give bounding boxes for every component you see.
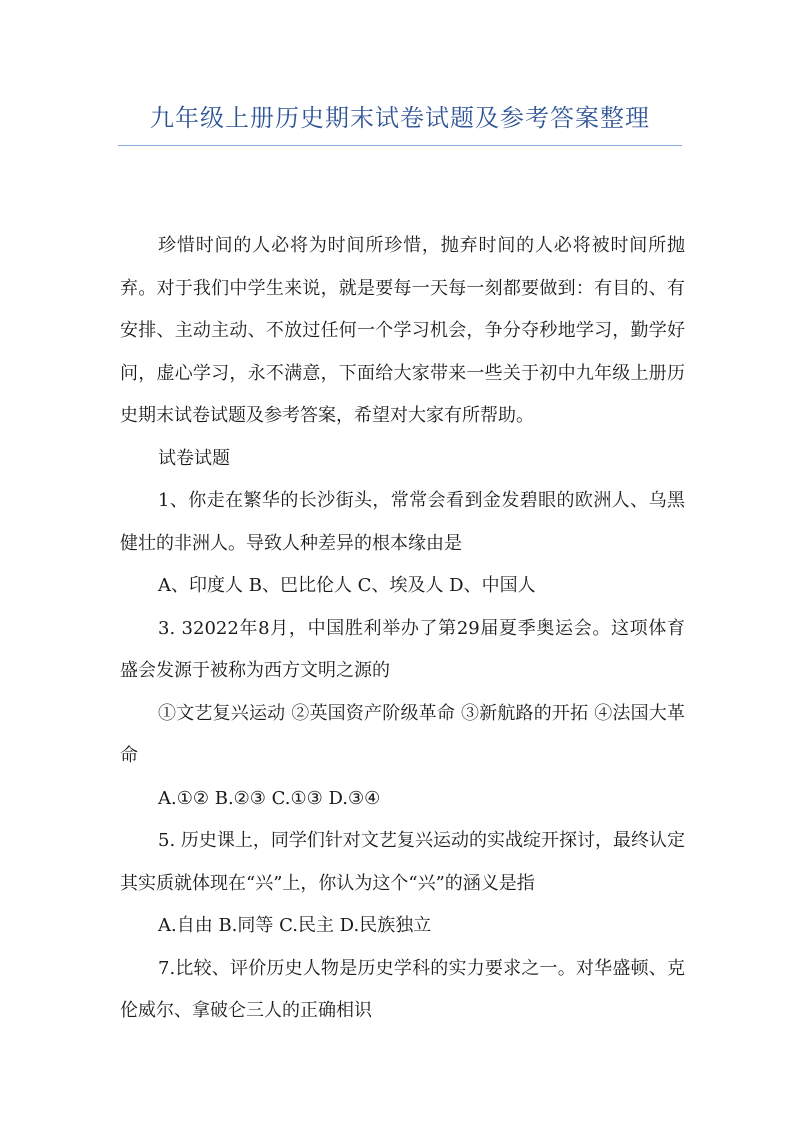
question-3-options: A.①② B.②③ C.①③ D.③④ [158,787,381,809]
question-5: 5. 历史课上，同学们针对文艺复兴运动的实战绽开探讨，最终认定其实质就体现在“兴”上，你认为这个“兴”的涵义是指 [120,830,685,894]
question-7: 7.比较、评价历史人物是历史学科的实力要求之一。对华盛顿、克伦威尔、拿破仑三人的正确相识 [120,957,685,1021]
title-underline [118,145,682,146]
question-1-options: A、印度人 B、巴比伦人 C、埃及人 D、中国人 [158,575,536,596]
question-1: 1、你走在繁华的长沙街头，常常会看到金发碧眼的欧洲人、乌黑健壮的非洲人。导致人种差异的根本缘由是 [120,490,685,554]
document-body [120,225,685,1033]
question-5-options: A.自由 B.同等 C.民主 D.民族独立 [158,915,432,936]
intro-paragraph: 珍惜时间的人必将为时间所珍惜，抛弃时间的人必将被时间所抛弃。对于我们中学生来说，就是要每一天每一刻都要做到：有目的、有安排、主动主动、不放过任何一个学习机会，争分夺秒地学习，勤学好问，虚心学习，永不满意，下面给大家带来一些关于初中九年级上册历史期末试卷试题及参考答案，希望对大家有所帮助。 [120,235,685,426]
question-3-statements: ①文艺复兴运动 ②英国资产阶级革命 ③新航路的开拓 ④法国大革命 [120,702,685,766]
document-title: 九年级上册历史期末试卷试题及参考答案整理 [150,104,650,132]
question-3: 3. 32022年8月，中国胜利举办了第29届夏季奥运会。这项体育盛会发源于被称为西方文明之源的 [120,617,685,681]
section-heading: 试卷试题 [158,447,230,469]
